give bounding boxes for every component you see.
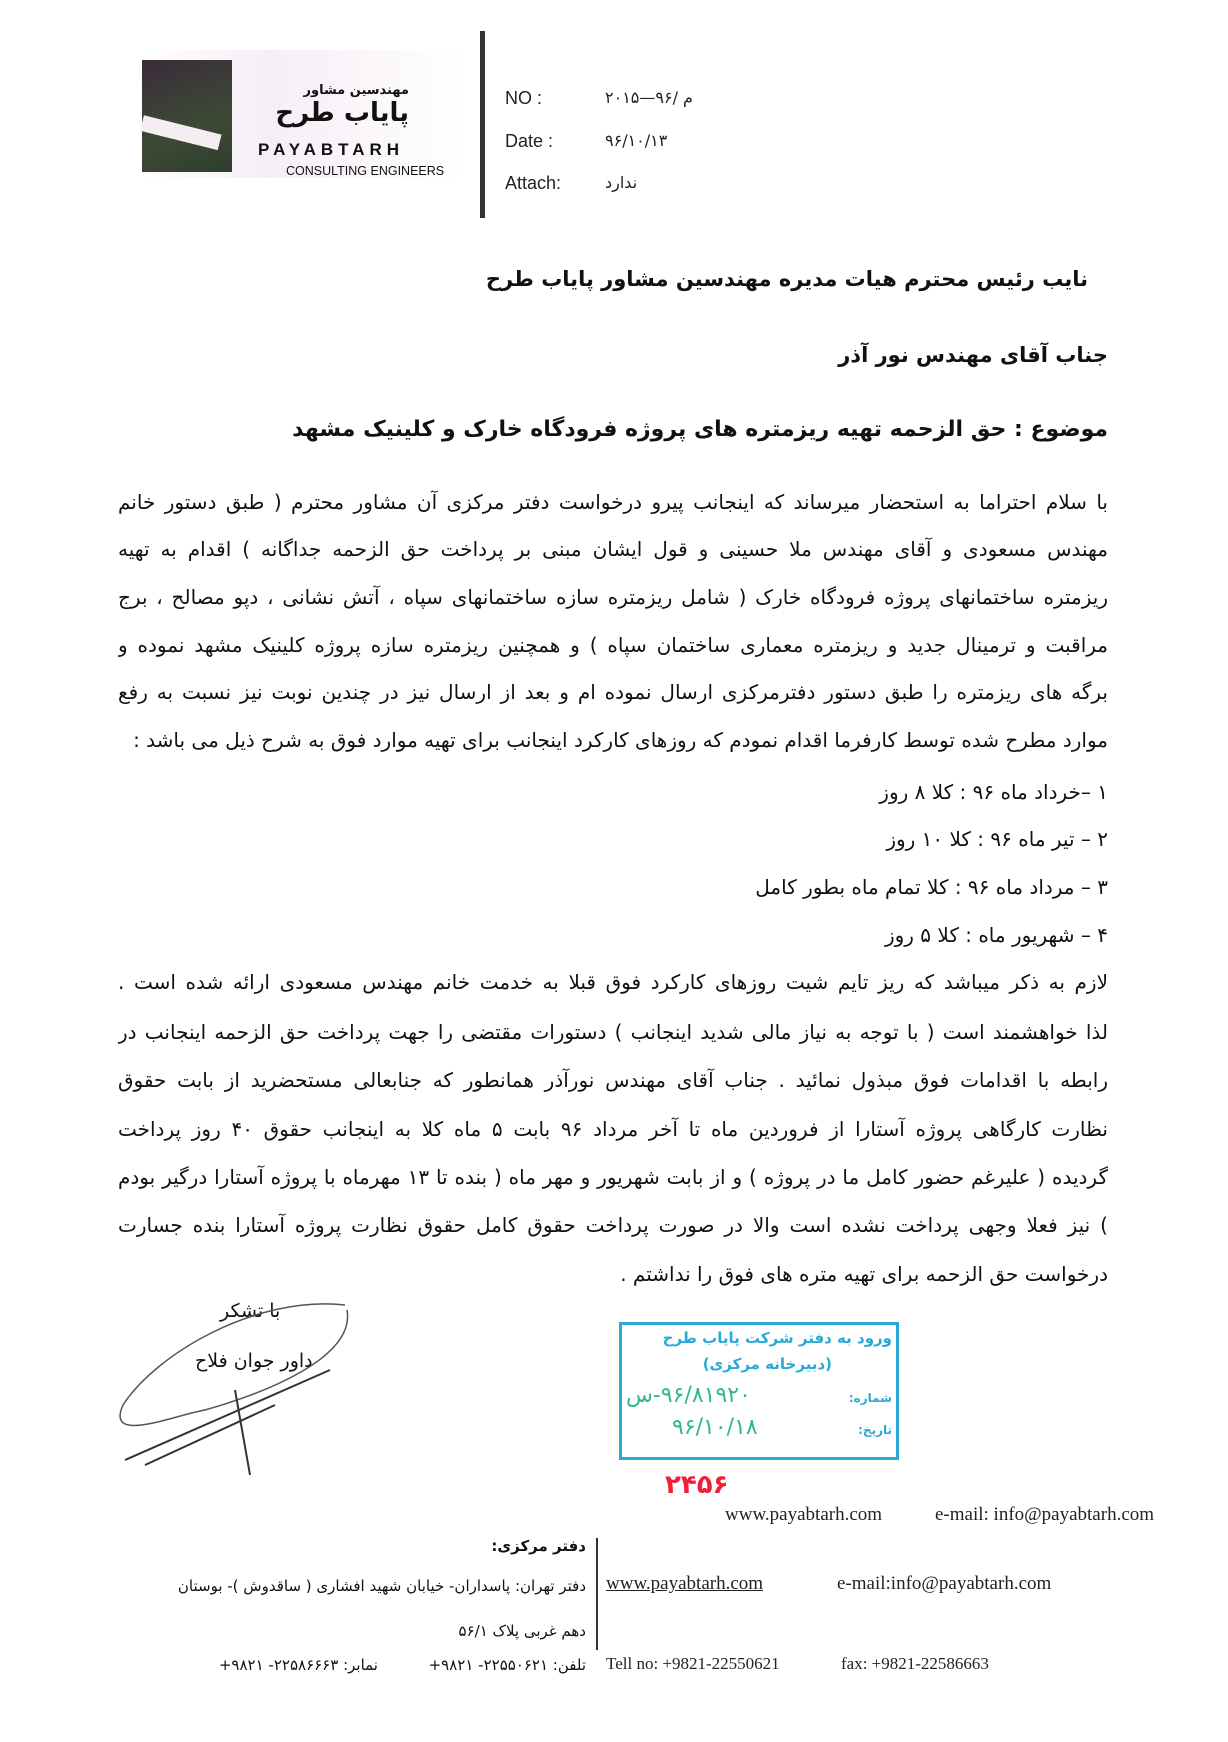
header-divider [480,31,485,218]
footer-web[interactable]: www.payabtarh.com [606,1573,764,1594]
paragraph2-line: لازم به ذکر میباشد که ریز تایم شیت روزهای کارکرد فوق قبلا به خدمت خانم مهندس مسعودی ارائه شده است . [118,970,1108,994]
stamp-date-value: ۹۶/۱۰/۱۸ [672,1415,758,1440]
received-stamp [619,1322,899,1460]
subject: موضوع : حق الزحمه تهیه ریزمتره های پروژه فرودگاه خارک و کلینیک مشهد [292,417,1108,442]
work-day-item: ۲ – تیر ماه ۹۶ : کلا ۱۰ روز [886,827,1108,851]
logo-image [142,60,232,172]
footer-office-label: دفتر مرکزی: [491,1537,586,1555]
stamp-number-label: شماره: [848,1391,892,1405]
logo-en-sub: CONSULTING ENGINEERS [286,164,445,178]
recipient-line1: نایب رئیس محترم هیات مدیره مهندسین مشاور پایاب طرح [485,267,1088,291]
paragraph1-line: ریزمتره ساختمانهای پروژه فرودگاه خارک ( شامل ریزمتره سازه ساختمانهای سپاه ، آتش نشانی ، دپو مصالح ، برج [118,585,1108,609]
signature-closing: با تشکر [220,1300,281,1322]
logo-fa-top: مهندسین مشاور [303,83,409,98]
paragraph1-line: مراقبت و ترمینال جدید و ریزمتره معماری ساختمان سپاه ) و همچنین ریزمتره سازه پروژه کلینیک مشهد نموده و [118,633,1108,657]
stamp-date-label: تاریخ: [858,1423,892,1437]
work-day-item: ۳ – مرداد ماه ۹۶ : کلا تمام ماه بطور کامل [755,875,1108,899]
paragraph1-line: موارد مطرح شده توسط کارفرما اقدام نمودم که روزهای کارکرد اینجانب برای تهیه موارد فوق به شرح ذیل می باشد : [133,728,1108,752]
work-day-item: ۴ – شهریور ماه : کلا ۵ روز [884,923,1108,947]
footer-divider [596,1538,598,1650]
footer-email-top[interactable]: e-mail: info@payabtarh.com [935,1504,1155,1525]
attach-value: ندارد [605,173,638,192]
work-day-item: ۱ –خرداد ماه ۹۶ : کلا ۸ روز [879,780,1108,804]
footer-fax-fa: نمابر: ۲۲۵۸۶۶۶۳- ۹۸۲۱+ [218,1656,378,1674]
footer-address-line2: دهم غربی پلاک ۵۶/۱ [458,1622,586,1640]
paragraph2-line: رابطه با اقدامات فوق مبذول نمائید . جناب آقای مهندس نورآذر همانطور که جنابعالی مستحضرید از بابت حقوق [118,1068,1108,1092]
logo-fa-name: پایاب طرح [275,98,409,128]
attach-label: Attach: [505,173,562,193]
signature-name: داور جوان فلاح [195,1350,313,1372]
company-logo [140,50,465,178]
paragraph1-line: مهندس مسعودی و آقای مهندس ملا حسینی و قول ایشان مبنی بر پرداخت حق الزحمه جداگانه ) اقدام به تهیه [118,537,1108,561]
paragraph1-line: با سلام احتراما به استحضار میرساند که اینجانب پیرو درخواست دفتر مرکزی آن مشاور محترم ( طبق دستور خانم [118,490,1108,514]
no-value: م /۹۶—۲۰۱۵ [605,88,693,107]
no-label: NO : [505,88,543,108]
paragraph2-line: گردیده ( علیرغم حضور کامل ما در پروژه ) و از بابت شهریور و مهر ماه ( بنده تا ۱۳ مهرماه با پروژه آستارا درگیر بودم [118,1165,1108,1189]
date-label: Date : [505,131,554,151]
stamp-title: ورود به دفتر شرکت پایاب طرح [662,1329,892,1347]
footer-address-line1: دفتر تهران: پاسداران- خیابان شهید افشاری ( ساقدوش )- بوستان [177,1577,586,1595]
stamp-number-value: ۹۶/۸۱۹۲۰-س [626,1383,751,1408]
letter-attach [505,173,638,194]
handwritten-red-note: ۲۴۵۶ [665,1470,729,1500]
paragraph2-line: درخواست حق الزحمه برای تهیه متره های فوق را نداشتم . [620,1262,1108,1286]
stamp-subtitle: (دبیرخانه مرکزی) [702,1355,832,1373]
paragraph2-line: ) نیز فعلا وجهی پرداخت نشده است والا در صورت پرداخت حقوق کامل حقوق نظارت پروژه آستارا بنده جسارت [118,1213,1108,1237]
footer-phone-fa: تلفن: ۲۲۵۵۰۶۲۱- ۹۸۲۱+ [428,1656,586,1674]
letter-date [505,131,668,152]
paragraph1-line: برگه های ریزمتره را طبق دستور دفترمرکزی ارسال نموده ام و بعد از ارسال نیز در چندین نوبت نیز نسبت به رفع [118,680,1108,704]
letter-number [505,88,693,109]
logo-en-name: PAYABTARH [258,140,405,159]
paragraph2-line: لذا خواهشمند است ( با توجه به نیاز مالی شدید اینجانب ) دستورات مقتضی را جهت پرداخت حق الزحمه اینجانب در [118,1020,1108,1044]
recipient-line2: جناب آقای مهندس نور آذر [838,343,1108,367]
paragraph2-line: نظارت کارگاهی پروژه آستارا از فروردین ماه تا آخر مرداد ۹۶ بابت ۵ ماه کلا به اینجانب حقوق ۴۰ روز پرداخت [118,1117,1108,1141]
footer-tel: Tell no: +9821-22550621 [606,1654,780,1673]
handwritten-signature [115,1295,385,1495]
footer-fax: fax: +9821-22586663 [841,1654,989,1673]
date-value: ۹۶/۱۰/۱۳ [605,131,668,150]
footer-email[interactable]: e-mail:info@payabtarh.com [837,1573,1052,1594]
footer-web-top[interactable]: www.payabtarh.com [725,1504,883,1525]
